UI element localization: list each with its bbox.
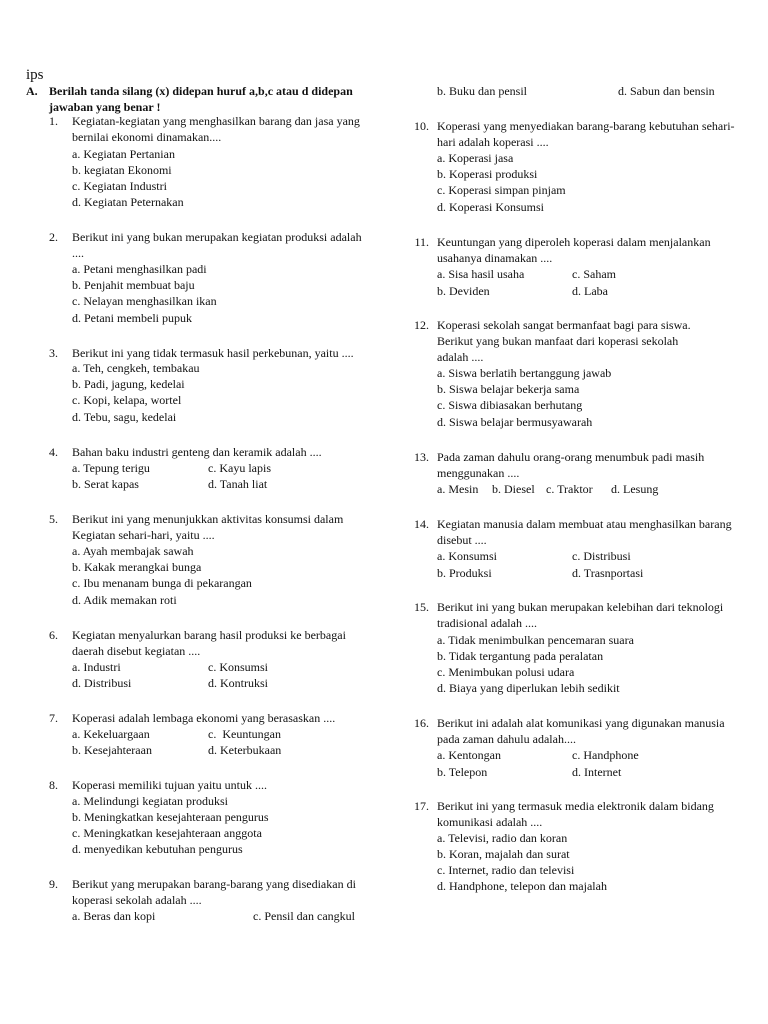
option-d[interactable]: d. Kegiatan Peternakan — [72, 195, 184, 209]
question-number: 3. — [49, 346, 58, 360]
question-stem: Bahan baku industri genteng dan keramik adalah .... — [72, 445, 322, 459]
question-number: 7. — [49, 711, 58, 725]
option-d[interactable]: d. Laba — [572, 284, 608, 298]
option-b[interactable]: b. Kesejahteraan — [72, 743, 152, 757]
option-b[interactable]: b. Koran, majalah dan surat — [437, 847, 570, 861]
question-stem: Pada zaman dahulu orang-orang menumbuk padi masih menggunakan .... — [437, 450, 705, 480]
page-title: ips — [26, 67, 44, 83]
option-a[interactable]: a. Konsumsi — [437, 549, 497, 563]
option-a[interactable]: a. Melindungi kegiatan produksi — [72, 794, 228, 808]
question-number: 8. — [49, 778, 58, 792]
question-stem: Berikut ini yang bukan merupakan kegiatan produksi adalah .... — [72, 230, 362, 260]
option-b[interactable]: b. Siswa belajar bekerja sama — [437, 382, 580, 396]
question-number: 12. — [414, 318, 429, 332]
option-a[interactable]: a. Koperasi jasa — [437, 151, 514, 165]
option-c[interactable]: c. Kegiatan Industri — [72, 179, 167, 193]
option-c[interactable]: c. Distribusi — [572, 549, 631, 563]
option-b[interactable]: b. Produksi — [437, 566, 492, 580]
question-stem: Berikut ini yang bukan merupakan kelebihan dari teknologi tradisional adalah .... — [437, 600, 724, 630]
question-number: 14. — [414, 517, 429, 531]
option-c[interactable]: c. Siswa dibiasakan berhutang — [437, 398, 583, 412]
option-c[interactable]: c. Pensil dan cangkul — [253, 909, 355, 923]
option-a[interactable]: a. Industri — [72, 660, 121, 674]
option-a[interactable]: a. Teh, cengkeh, tembakau — [72, 361, 200, 375]
question-number: 6. — [49, 628, 58, 642]
question-stem: Koperasi yang menyediakan barang-barang kebutuhan sehari-hari adalah koperasi .... — [437, 119, 735, 149]
option-c[interactable]: c. Meningkatkan kesejahteraan anggota — [72, 826, 262, 840]
option-d[interactable]: d. Biaya yang diperlukan lebih sedikit — [437, 681, 620, 695]
option-d[interactable]: d. menyedikan kebutuhan pengurus — [72, 842, 243, 856]
question-number: 17. — [414, 799, 429, 813]
question-stem: Kegiatan menyalurkan barang hasil produksi ke berbagai daerah disebut kegiatan .... — [72, 628, 346, 658]
option-d[interactable]: d. Sabun dan bensin — [618, 84, 715, 98]
question-stem: Berikut yang merupakan barang-barang yang disediakan di koperasi sekolah adalah .... — [72, 877, 356, 907]
question-number: 1. — [49, 114, 58, 128]
option-d[interactable]: d. Handphone, telepon dan majalah — [437, 879, 607, 893]
question-stem: Berikut ini adalah alat komunikasi yang digunakan manusia pada zaman dahulu adalah.... — [437, 716, 725, 746]
option-a[interactable]: a. Sisa hasil usaha — [437, 267, 525, 281]
option-d[interactable]: d. Trasnportasi — [572, 566, 644, 580]
option-a[interactable]: a. Televisi, radio dan koran — [437, 831, 568, 845]
option-c[interactable]: c. Kayu lapis — [208, 461, 271, 475]
option-a[interactable]: a. Kekeluargaan — [72, 727, 150, 741]
question-number: 2. — [49, 230, 58, 244]
option-d[interactable]: d. Lesung — [611, 482, 659, 496]
option-a[interactable]: a. Ayah membajak sawah — [72, 544, 194, 558]
option-a[interactable]: a. Tidak menimbulkan pencemaran suara — [437, 633, 634, 647]
question-number: 9. — [49, 877, 58, 891]
option-a[interactable]: a. Tepung terigu — [72, 461, 150, 475]
question-stem: Berikut ini yang menunjukkan aktivitas konsumsi dalam Kegiatan sehari-hari, yaitu .... — [72, 512, 344, 542]
option-c[interactable]: c. Konsumsi — [208, 660, 268, 674]
option-d[interactable]: d. Siswa belajar bermusyawarah — [437, 415, 593, 429]
option-d[interactable]: d. Adik memakan roti — [72, 593, 177, 607]
option-b[interactable]: b. kegiatan Ekonomi — [72, 163, 172, 177]
option-d[interactable]: d. Distribusi — [72, 676, 132, 690]
option-b[interactable]: b. Diesel — [492, 482, 535, 496]
option-c[interactable]: c. Handphone — [572, 748, 639, 762]
question-stem: Koperasi memiliki tujuan yaitu untuk .... — [72, 778, 267, 792]
question-stem: Koperasi sekolah sangat bermanfaat bagi para siswa. Berikut yang bukan manfaat dari koperasi sekolah adalah .... — [437, 318, 691, 364]
option-b[interactable]: b. Buku dan pensil — [437, 84, 527, 98]
option-b[interactable]: b. Telepon — [437, 765, 488, 779]
option-d[interactable]: d. Tanah liat — [208, 477, 268, 491]
option-b[interactable]: b. Deviden — [437, 284, 490, 298]
question-stem: Kegiatan manusia dalam membuat atau menghasilkan barang disebut .... — [437, 517, 732, 547]
question-number: 4. — [49, 445, 58, 459]
option-b[interactable]: b. Padi, jagung, kedelai — [72, 377, 185, 391]
question-stem: Berikut ini yang termasuk media elektronik dalam bidang komunikasi adalah .... — [437, 799, 714, 829]
question-number: 10. — [414, 119, 429, 133]
option-c[interactable]: c. Traktor — [546, 482, 593, 496]
option-c[interactable]: c. Saham — [572, 267, 616, 281]
option-b[interactable]: b. Meningkatkan kesejahteraan pengurus — [72, 810, 269, 824]
option-d-alt[interactable]: d. Kontruksi — [208, 676, 268, 690]
option-b[interactable]: b. Tidak tergantung pada peralatan — [437, 649, 604, 663]
question-stem: Koperasi adalah lembaga ekonomi yang berasaskan .... — [72, 711, 336, 725]
question-stem: Kegiatan-kegiatan yang menghasilkan barang dan jasa yang bernilai ekonomi dinamakan.... — [72, 114, 360, 144]
option-c[interactable]: c. Menimbukan polusi udara — [437, 665, 575, 679]
option-c[interactable]: c. Kopi, kelapa, wortel — [72, 393, 182, 407]
instruction-text: Berilah tanda silang (x) didepan huruf a,b,c atau d didepan jawaban yang benar ! — [49, 84, 353, 114]
option-c[interactable]: c. Koperasi simpan pinjam — [437, 183, 566, 197]
option-d[interactable]: d. Koperasi Konsumsi — [437, 200, 544, 214]
question-stem: Berikut ini yang tidak termasuk hasil perkebunan, yaitu .... — [72, 346, 354, 360]
question-number: 16. — [414, 716, 429, 730]
option-b[interactable]: b. Kakak merangkai bunga — [72, 560, 202, 574]
option-a[interactable]: a. Mesin — [437, 482, 479, 496]
question-number: 11. — [414, 235, 429, 249]
option-a[interactable]: a. Beras dan kopi — [72, 909, 156, 923]
question-number: 5. — [49, 512, 58, 526]
option-b[interactable]: b. Penjahit membuat baju — [72, 278, 195, 292]
option-b[interactable]: b. Serat kapas — [72, 477, 139, 491]
option-d[interactable]: d. Tebu, sagu, kedelai — [72, 410, 177, 424]
option-c[interactable]: c. Keuntungan — [208, 727, 281, 741]
question-stem: Keuntungan yang diperoleh koperasi dalam menjalankan usahanya dinamakan .... — [437, 235, 711, 265]
option-a[interactable]: a. Kentongan — [437, 748, 501, 762]
question-number: 15. — [414, 600, 429, 614]
section-label: A. — [26, 84, 38, 98]
option-d[interactable]: d. Internet — [572, 765, 622, 779]
option-b[interactable]: b. Koperasi produksi — [437, 167, 538, 181]
option-d[interactable]: d. Keterbukaan — [208, 743, 282, 757]
option-c[interactable]: c. Ibu menanam bunga di pekarangan — [72, 576, 252, 590]
option-c[interactable]: c. Internet, radio dan televisi — [437, 863, 575, 877]
option-c[interactable]: c. Nelayan menghasilkan ikan — [72, 294, 217, 308]
option-d[interactable]: d. Petani membeli pupuk — [72, 311, 192, 325]
option-a[interactable]: a. Petani menghasilkan padi — [72, 262, 207, 276]
option-a[interactable]: a. Kegiatan Pertanian — [72, 147, 175, 161]
question-number: 13. — [414, 450, 429, 464]
option-a[interactable]: a. Siswa berlatih bertanggung jawab — [437, 366, 612, 380]
